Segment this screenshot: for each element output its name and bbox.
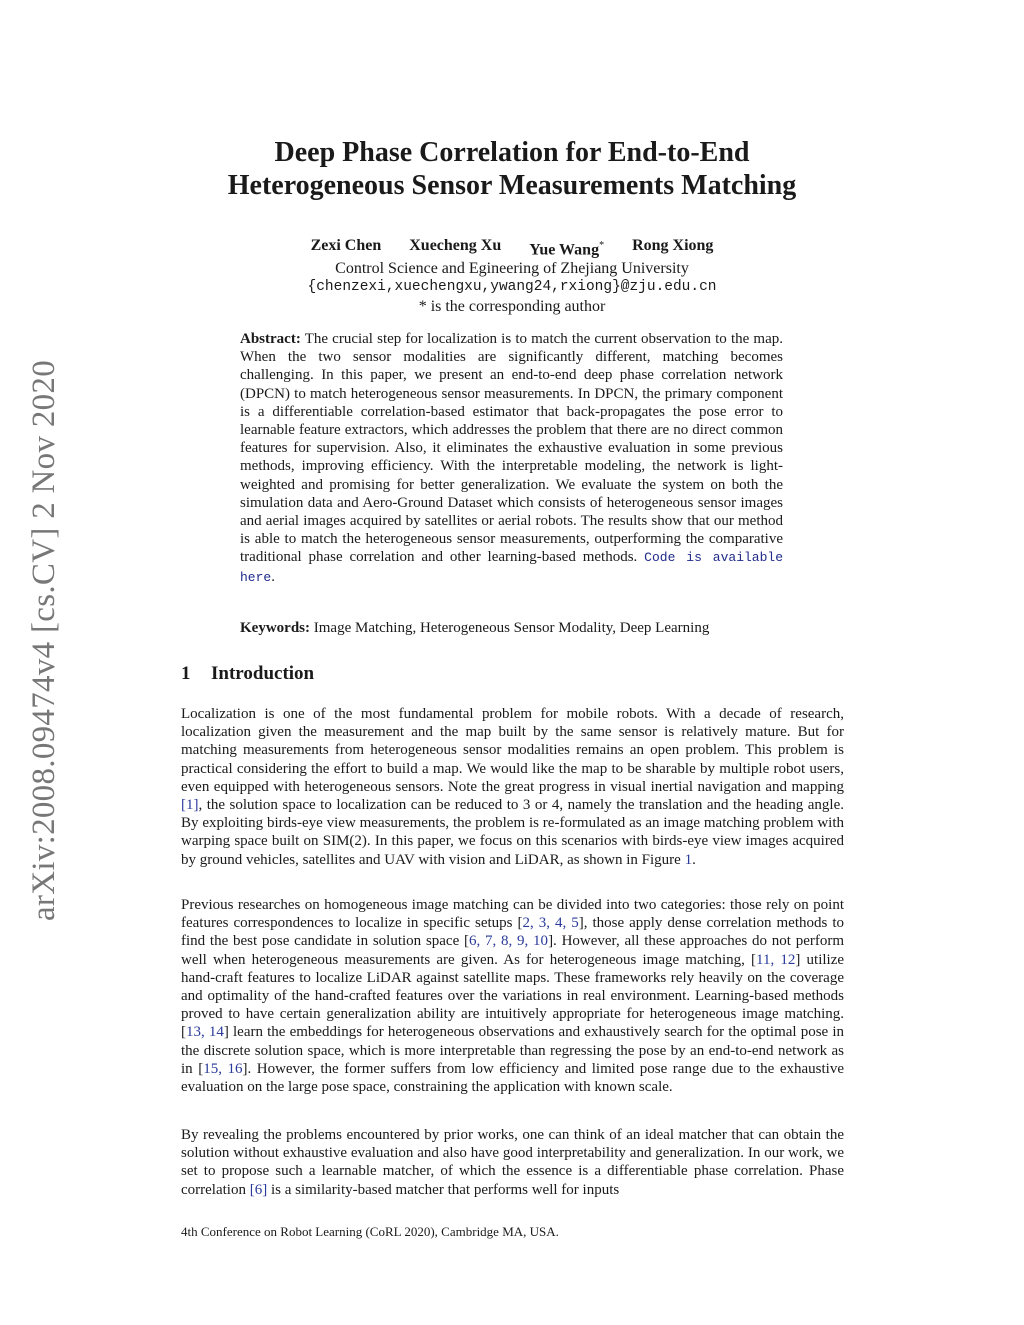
abstract-text: The crucial step for localization is to match the current observation to the map. When the two sensor modalities are significantly different, matching becomes challenging. In this paper, we present an end-to-end deep phase correlation network (DPCN) to match heterogeneous sensor measurements. In DPCN, the primary component is a differentiable correlation-based estimator that back-propagates the pose error to learnable feature extractors, which addresses the problem that there are no direct common features for supervision. Also, it eliminates the exhaustive evaluation in some previous methods, improving efficiency. With the interpretable modeling, the network is light-weighted and promising for better generalization. We evaluate the system on both the simulation data and Aero-Ground Dataset which consists of heterogeneous sensor images and aerial images acquired by satellites or aerial robots. The results show that our method is able to match the heterogeneous sensor measurements, outperforming the comparative traditional phase correlation and other learning-based methods. [240,331,783,566]
intro-paragraph-3: By revealing the problems encountered by prior works, one can think of an ideal matcher that can obtain the solution without exhaustive evaluation and also have good interpretability and generalization. In our work, we set to propose such a learnable matcher, of which the essence is a differentiable phase correlation. Phase correlation [6] is a similarity-based matcher that performs well for inputs [181,1127,844,1198]
citation-link[interactable]: 2, 3, 4, 5 [522,915,579,932]
citation-link[interactable]: 6, 7, 8, 9, 10 [469,933,549,950]
sim2-notation: SIM(2) [322,833,367,850]
title-line-2: Heterogeneous Sensor Measurements Matching [227,170,797,201]
citation-link[interactable]: 15, 16 [203,1060,243,1077]
affiliation: Control Science and Egineering of Zhejiang University [335,260,689,278]
keywords-text: Image Matching, Heterogeneous Sensor Modality, Deep Learning [313,620,710,636]
author-name: Zexi Chen [310,237,382,254]
keywords [240,619,800,637]
figure-ref-link[interactable]: 1 [684,851,693,868]
code-link[interactable]: Code is available here [240,550,784,585]
corresponding-mark: * [599,240,605,251]
author-block [150,236,874,316]
abstract: Abstract: The crucial step for localization is to match the current observation to the map. When the two sensor modalities are significantly different, matching becomes challenging. In this paper, we present an end-to-end deep phase correlation network (DPCN) to match heterogeneous sensor measurements. In DPCN, the primary component is a differentiable correlation-based estimator that back-propagates the pose error to learnable feature extractors, which addresses the problem that there are no direct common features for supervision. Also, it eliminates the exhaustive evaluation in some previous methods, improving efficiency. With the interpretable modeling, the network is light-weighted and promising for better generalization. We evaluate the system on both the simulation data and Aero-Ground Dataset which consists of heterogeneous sensor images and aerial images acquired by satellites or aerial robots. The results show that our method is able to match the heterogeneous sensor measurements, outperforming the comparative traditional phase correlation and other learning-based methods. Code is available here. [240,331,784,585]
corresponding-author-note: * is the corresponding author [418,298,606,316]
paper-title [150,136,874,202]
intro-paragraph-2: Previous researches on homogeneous image matching can be divided into two categories: those rely on point features correspondences to localize in specific setups [2, 3, 4, 5], those apply dense correlation methods to find the best pose candidate in solution space [6, 7, 8, 9, 10]. However, all these approaches do not perform well when heterogeneous measurements are given. As for heterogeneous image matching, [11, 12] utilize hand-craft features to localize LiDAR against satellite maps. These frameworks rely heavily on the coverage and optimality of the hand-crafted features over the variations in real environment. Learning-based methods proved to have certain generalization ability are intuitively appropriate for heterogeneous image matching. [13, 14] learn the embeddings for heterogeneous observations and exhaustively search for the optimal pose in the discrete solution space, which is more interpretable than regressing the pose by an end-to-end network as in [15, 16]. However, the former suffers from low efficiency and limited pose range due to the exhaustive evaluation on the large pose space, constraining the application with known scale. [181,897,845,1096]
conference-footer: 4th Conference on Robot Learning (CoRL 2020), Cambridge MA, USA. [181,1224,559,1239]
author-emails: {chenzexi,xuechengxu,ywang24,rxiong}@zju.edu.cn [307,279,717,296]
author-name-corresponding: Yue Wang* [529,240,605,259]
abstract-label: Abstract: [240,331,301,347]
author-name: Rong Xiong [632,237,714,254]
section-number: 1 [181,663,191,684]
section-heading [181,663,314,685]
citation-link[interactable]: 11, 12 [756,951,796,968]
title-line-1: Deep Phase Correlation for End-to-End [274,137,750,168]
arxiv-identifier-stamp [18,350,72,930]
author-name: Xuecheng Xu [409,237,502,254]
citation-link[interactable]: [1] [181,797,199,814]
citation-link[interactable]: 13, 14 [186,1024,224,1041]
intro-paragraph-1: Localization is one of the most fundamental problem for mobile robots. With a decade of research, localization given the measurement and the map built by the same sensor is relatively mature. But for matching measurements from heterogeneous sensor modalities remains an open problem. This problem is practical considering the effort to build a map. We would like the map to be sharable by multiple robot users, even equipped with heterogeneous sensors. Note the great progress in visual inertial navigation and mapping [1], the solution space to localization can be reduced to 3 or 4, namely the translation and the heading angle. By exploiting birds-eye view measurements, the problem is re-formulated as an image matching problem with warping space built on SIM(2). In this paper, we focus on this scenarios with birds-eye view images acquired by ground vehicles, satellites and UAV with vision and LiDAR, as shown in Figure 1. [181,706,844,868]
keywords-label: Keywords: [240,620,310,636]
author-names [150,236,874,259]
section-title: Introduction [211,663,315,684]
citation-link[interactable]: [6] [249,1181,268,1198]
arxiv-identifier-text: arXiv:2008.09474v4 [cs.CV] 2 Nov 2020 [26,359,63,921]
